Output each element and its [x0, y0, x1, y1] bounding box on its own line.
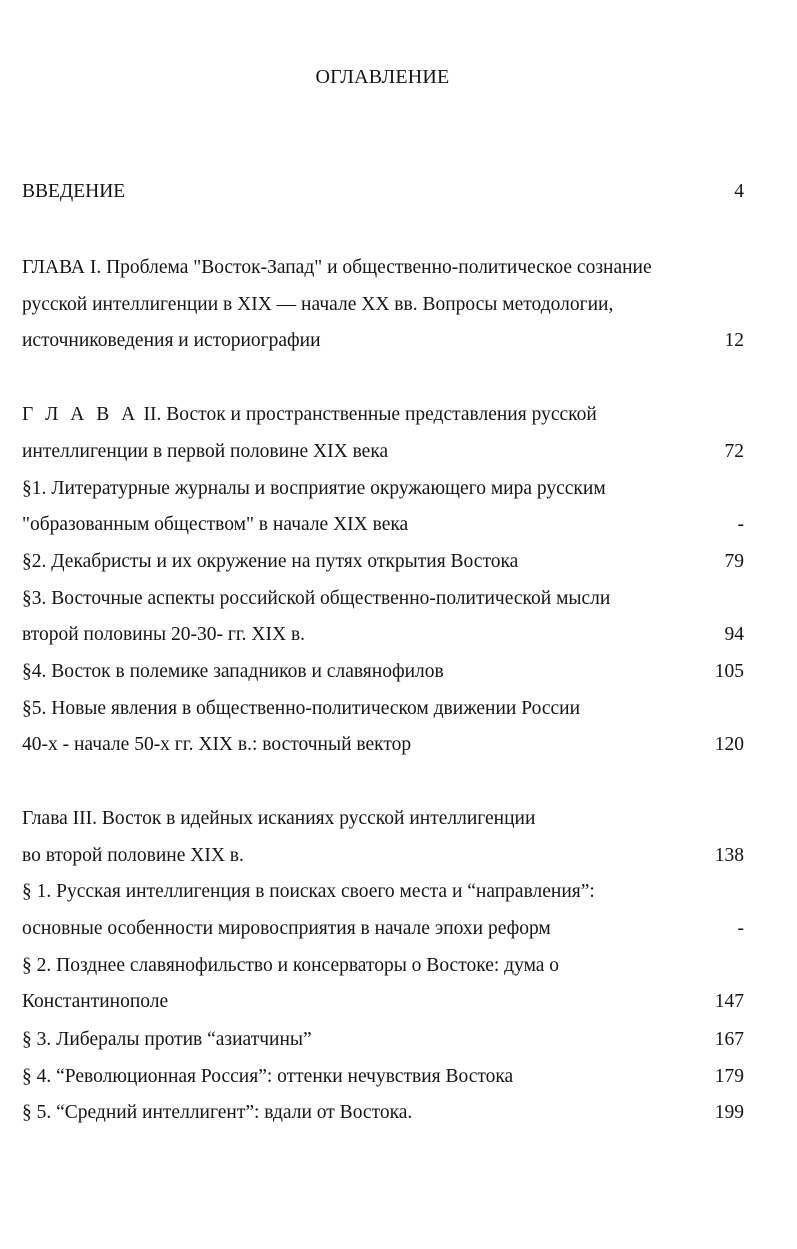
toc-entry-title: основные особенности мировосприятия в начале эпохи реформ — [22, 918, 551, 939]
toc-section-3-1-line-2 — [22, 915, 744, 943]
toc-section-3-3 — [22, 1026, 744, 1054]
toc-entry-title: источниковедения и историографии — [22, 330, 321, 351]
toc-page-number: 147 — [714, 991, 744, 1012]
toc-entry-title: ВВЕДЕНИЕ — [22, 181, 126, 202]
toc-entry-title: Константинополе — [22, 991, 169, 1012]
toc-section-2-3-line-1 — [22, 585, 744, 613]
toc-chapter-3-line-2 — [22, 842, 744, 870]
toc-section-2-5-line-1 — [22, 695, 744, 723]
toc-chapter-1-line-3 — [22, 327, 744, 355]
toc-entry-title: русской интеллигенции в XIX — начале XX вв. Вопросы методологии, — [22, 294, 614, 315]
toc-section-3-4 — [22, 1063, 744, 1091]
toc-entry-title: § 1. Русская интеллигенция в поисках своего места и “направления”: — [22, 881, 595, 902]
toc-entry-title: §4. Восток в полемике западников и славянофилов — [22, 661, 444, 682]
toc-page-number: 12 — [724, 330, 744, 351]
toc-page-number: - — [737, 918, 744, 939]
chapter-label: Г Л А В А — [22, 404, 139, 425]
toc-section-3-2-line-1 — [22, 952, 744, 980]
toc-page-number: 179 — [714, 1066, 744, 1087]
toc-page-number: 105 — [714, 661, 744, 682]
toc-section-2-3-line-2 — [22, 621, 744, 649]
toc-section-3-2-line-2 — [22, 988, 744, 1016]
toc-page-number: 167 — [714, 1029, 744, 1050]
toc-entry-title: "образованным обществом" в начале XIX века — [22, 514, 409, 535]
toc-section-2-1-line-2 — [22, 511, 744, 539]
toc-entry-title: § 5. “Средний интеллигент”: вдали от Востока. — [22, 1102, 413, 1123]
toc-chapter-1-line-2 — [22, 291, 744, 319]
toc-entry-title: §2. Декабристы и их окружение на путях открытия Востока — [22, 551, 519, 572]
toc-page-number: - — [737, 514, 744, 535]
toc-entry-title: §1. Литературные журналы и восприятие окружающего мира русским — [22, 478, 606, 499]
toc-chapter-1-line-1 — [22, 254, 744, 282]
toc-entry-title: во второй половине XIX в. — [22, 845, 244, 866]
toc-section-2-5-line-2 — [22, 731, 744, 759]
toc-section-3-5 — [22, 1099, 744, 1127]
toc-section-3-1-line-1 — [22, 878, 744, 906]
toc-chapter-2-line-2 — [22, 438, 744, 466]
toc-page-number: 4 — [734, 181, 744, 202]
toc-chapter-3-line-1 — [22, 805, 744, 833]
toc-page-number: 72 — [724, 441, 744, 462]
toc-entry-title: § 2. Позднее славянофильство и консерваторы о Востоке: дума о — [22, 955, 560, 976]
toc-section-2-2 — [22, 548, 744, 576]
toc-section-2-1-line-1 — [22, 475, 744, 503]
page-title: ОГЛАВЛЕНИЕ — [315, 66, 450, 88]
toc-entry-title: интеллигенции в первой половине XIX века — [22, 441, 389, 462]
toc-entry-title: § 4. “Революционная Россия”: оттенки нечувствия Востока — [22, 1066, 514, 1087]
toc-page-number: 120 — [714, 734, 744, 755]
toc-entry-title: Глава III. Восток в идейных исканиях русской интеллигенции — [22, 808, 536, 829]
toc-entry-title: §5. Новые явления в общественно-политическом движении России — [22, 698, 581, 719]
toc-entry-title — [22, 401, 597, 429]
toc-entry-title: 40-х - начале 50-х гг. XIX в.: восточный вектор — [22, 734, 412, 755]
toc-entry-intro — [22, 178, 744, 206]
toc-entry-title: второй половины 20-30- гг. XIX в. — [22, 624, 306, 645]
toc-chapter-2-line-1 — [22, 401, 744, 429]
toc-entry-title: § 3. Либералы против “азиатчины” — [22, 1029, 312, 1050]
toc-page-number: 138 — [714, 845, 744, 866]
toc-entry-title: ГЛАВА I. Проблема "Восток-Запад" и общественно-политическое сознание — [22, 257, 652, 278]
toc-entry-title: §3. Восточные аспекты российской общественно-политической мысли — [22, 588, 611, 609]
chapter-title-rest: II. Восток и пространственные представления русской — [138, 404, 597, 425]
toc-section-2-4 — [22, 658, 744, 686]
toc-page-number: 199 — [714, 1102, 744, 1123]
toc-page-number: 94 — [724, 624, 744, 645]
toc-page-number: 79 — [724, 551, 744, 572]
